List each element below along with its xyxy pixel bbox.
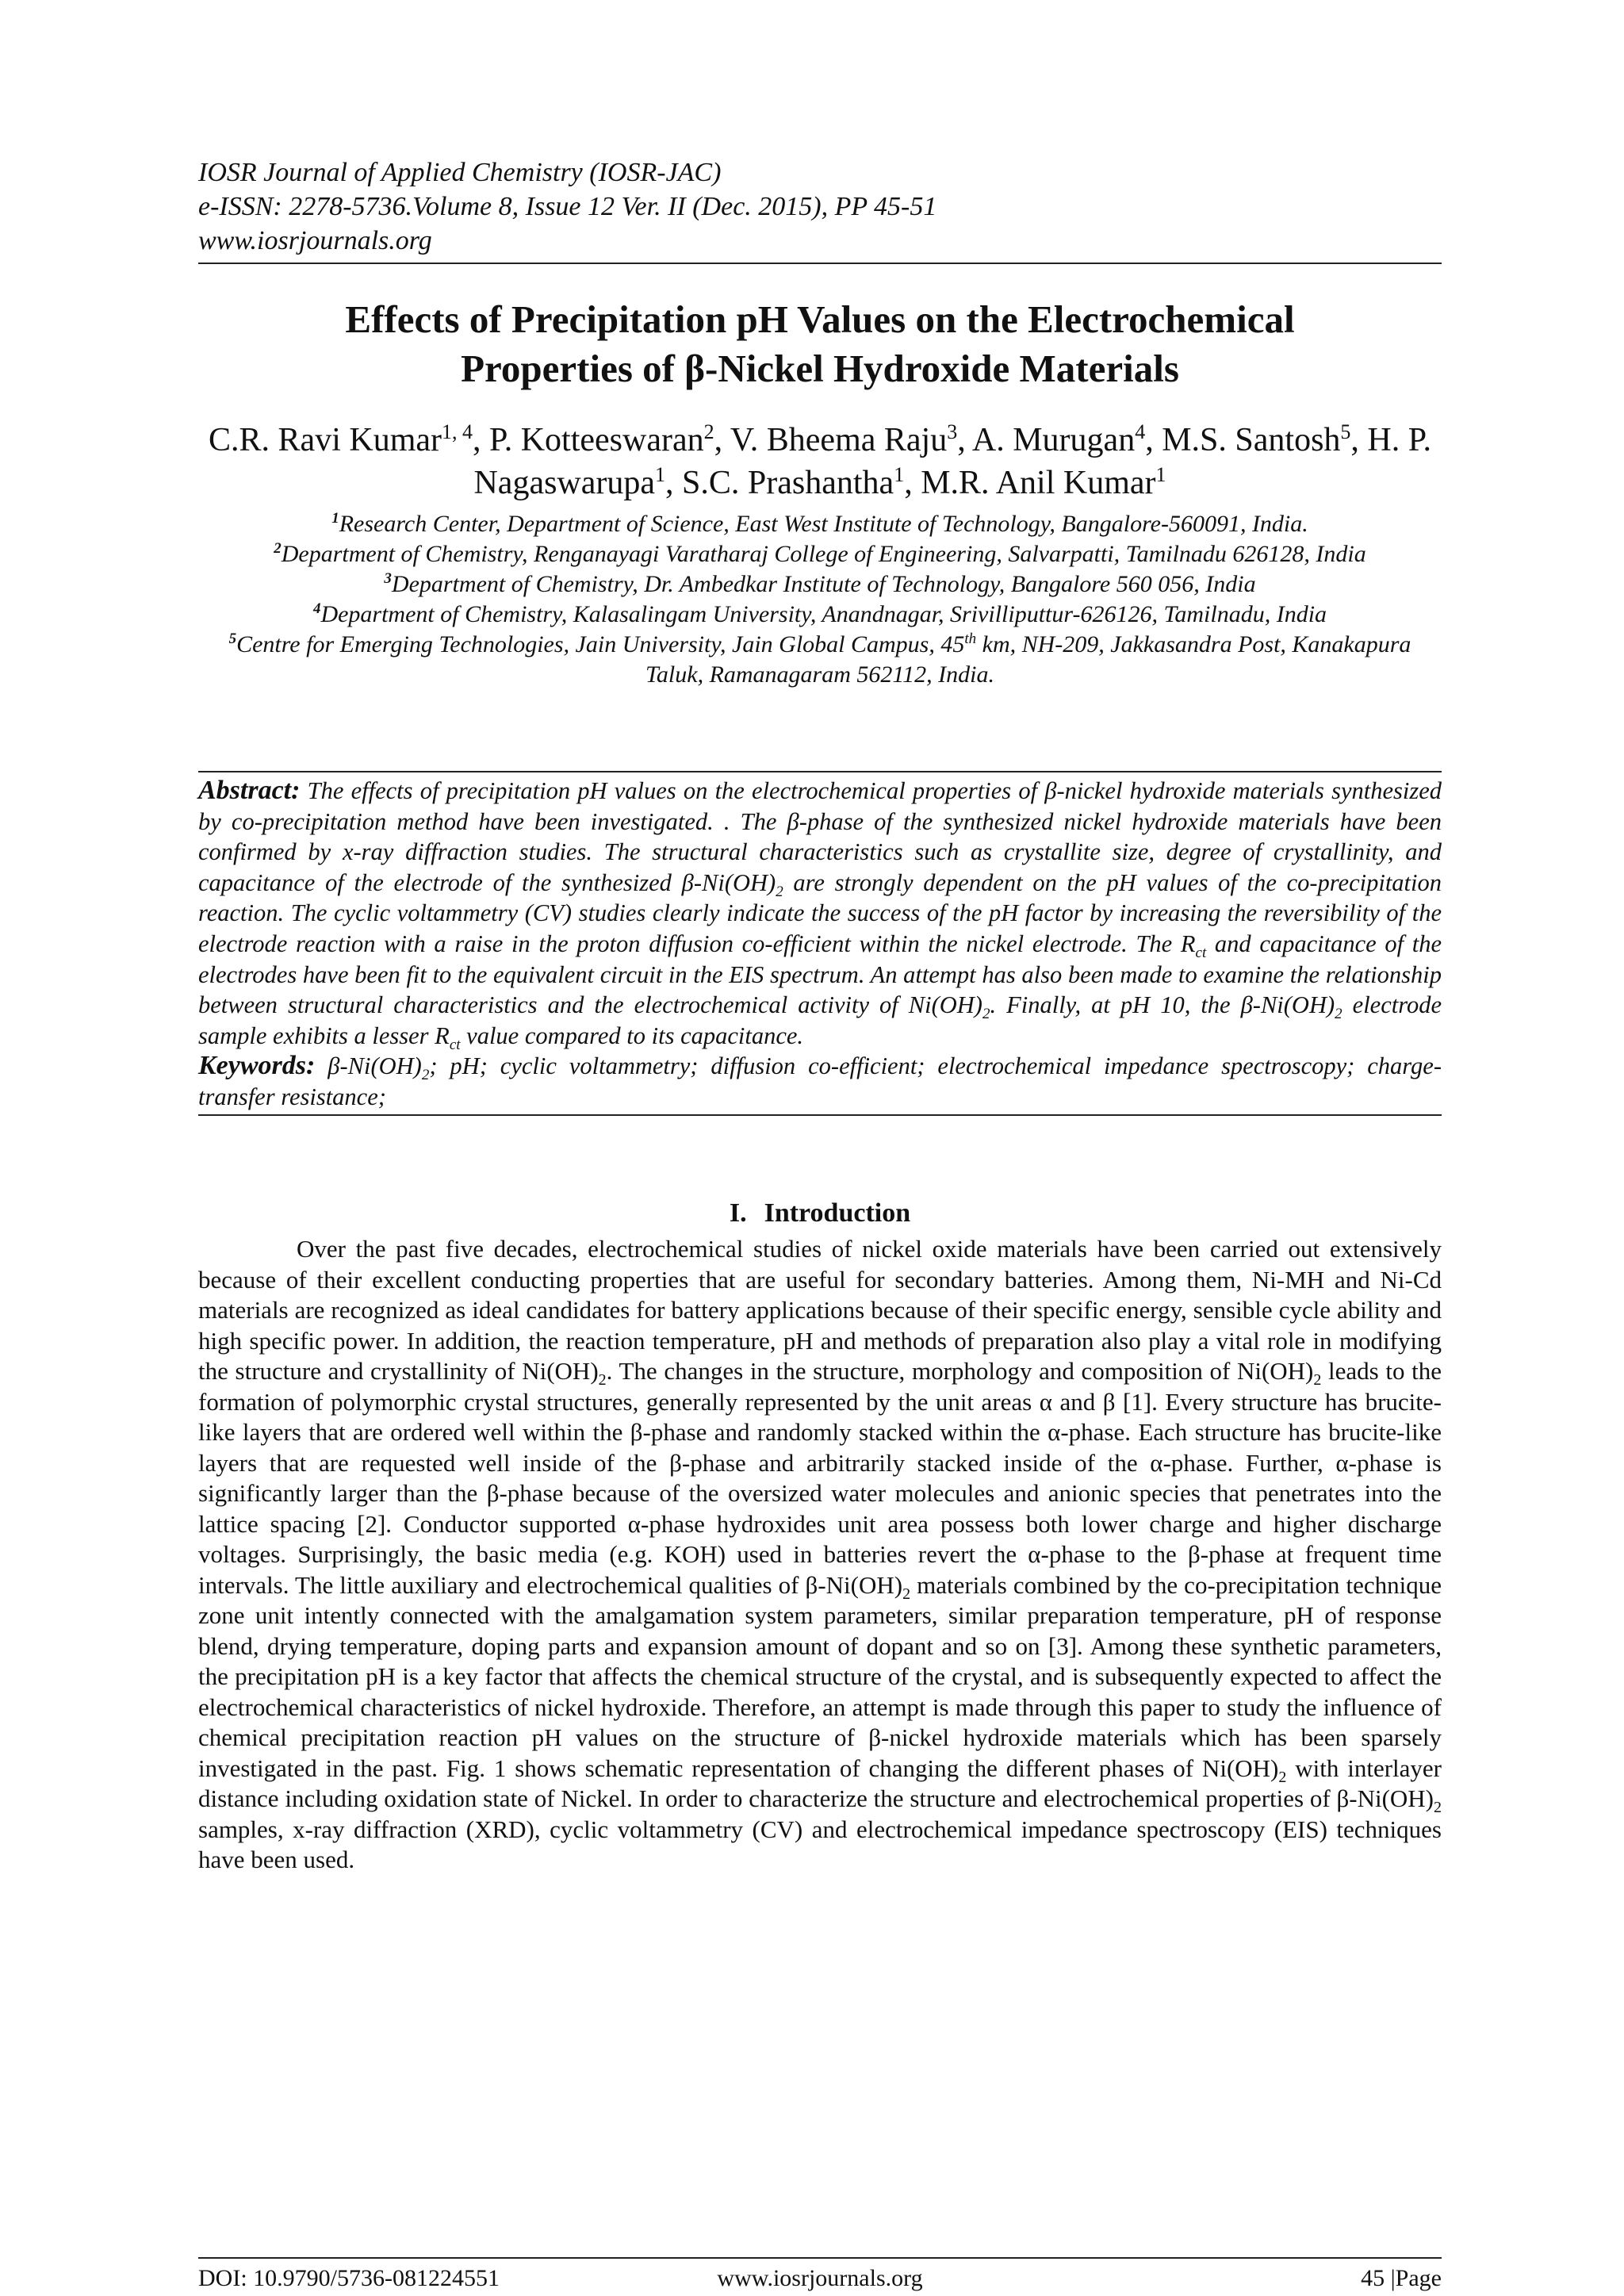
subscript: 2 bbox=[1313, 1371, 1322, 1389]
affiliation bbox=[198, 509, 1442, 539]
affiliation-number: 3 bbox=[384, 570, 392, 587]
keywords-text: β-Ni(OH) bbox=[315, 1052, 422, 1080]
author-affiliation-marker: 1 bbox=[894, 463, 905, 486]
affiliation bbox=[198, 569, 1442, 600]
keywords-paragraph bbox=[198, 1051, 1442, 1112]
journal-name: IOSR Journal of Applied Chemistry (IOSR-JAC) bbox=[198, 158, 722, 187]
affiliation-number: 5 bbox=[228, 631, 237, 647]
abstract-text: The effects of precipitation pH values on the electrochemical properties of β-nickel hydroxide materials synthesized by co-precipitation method have been investigated. . The β-phase of the synthesized nickel hydroxide materials have been confirmed by x-ray diffraction studies. The structural characteristics such as crystallite size, degree of crystallinity, and capacitance of the electrode of the synthesized β-Ni(OH) bbox=[198, 777, 1442, 896]
affiliation-text: Research Center, Department of Science, East West Institute of Technology, Bangalore-560091, India. bbox=[339, 511, 1308, 537]
body-text: . The changes in the structure, morphology and composition of Ni(OH) bbox=[606, 1357, 1314, 1385]
author-name: , A. Murugan bbox=[957, 422, 1136, 458]
affiliation-number: 2 bbox=[274, 540, 282, 557]
subscript: 2 bbox=[982, 1006, 990, 1023]
abstract-text: and capacitance of the electrodes have been fit to the equivalent circuit in the EIS spectrum. An attempt has also been made to examine the relationship between structural characteristics and the electrochemical activity of Ni(OH) bbox=[198, 930, 1442, 1019]
paper-title bbox=[198, 295, 1442, 393]
subscript: ct bbox=[1195, 945, 1207, 962]
page-footer bbox=[198, 2257, 1442, 2292]
subscript: 2 bbox=[902, 1585, 911, 1603]
author-name: , M.R. Anil Kumar bbox=[904, 465, 1156, 501]
subscript: 2 bbox=[598, 1371, 607, 1389]
abstract-text: . Finally, at pH 10, the β-Ni(OH) bbox=[990, 991, 1335, 1019]
affiliation-number: 1 bbox=[331, 510, 339, 527]
author-affiliation-marker: 5 bbox=[1340, 420, 1351, 443]
affiliation-text: Department of Chemistry, Kalasalingam University, Anandnagar, Srivilliputtur-626126, Tamilnadu, India bbox=[320, 601, 1327, 627]
affiliation bbox=[198, 539, 1442, 569]
subscript: 2 bbox=[1434, 1799, 1442, 1817]
section-title: Introduction bbox=[764, 1198, 911, 1228]
title-line-2: Properties of β-Nickel Hydroxide Materials bbox=[461, 347, 1179, 390]
ordinal-suffix: th bbox=[964, 631, 977, 647]
affiliation-list bbox=[198, 509, 1442, 690]
subscript: 2 bbox=[776, 883, 783, 900]
author-name: , P. Kotteeswaran bbox=[473, 422, 704, 458]
subscript: ct bbox=[449, 1036, 461, 1053]
affiliation-text: Department of Chemistry, Renganayagi Varatharaj College of Engineering, Salvarpatti, Tamilnadu 626128, India bbox=[281, 541, 1366, 567]
journal-header bbox=[198, 155, 1442, 264]
affiliation-number: 4 bbox=[312, 600, 321, 617]
body-text: Over the past five decades, electrochemical studies of nickel oxide materials have been carried out extensively because of their excellent conducting properties that are useful for secondary batteries. Among them, Ni-MH and Ni-Cd materials are recognized as ideal candidates for battery applications because of their specific energy, sensible cycle ability and high specific power. In addition, the reaction temperature, pH and methods of preparation also play a vital role in modifying the structure and crystallinity of Ni(OH) bbox=[198, 1235, 1442, 1385]
abstract-text: electrode sample exhibits a lesser R bbox=[198, 991, 1442, 1049]
subscript: 2 bbox=[1278, 1768, 1287, 1786]
abstract-paragraph bbox=[198, 776, 1442, 1051]
section-number: I. bbox=[729, 1198, 747, 1228]
body-text: leads to the formation of polymorphic crystal structures, generally represented by the unit areas α and β [1]. Every structure has brucite-like layers that are ordered well within the β-phase and randomly stacked within the α-phase. Each structure has brucite-like layers that are requested well inside of the β-phase and arbitrarily stacked inside of the α-phase. Further, α-phase is significantly larger than the β-phase because of the oversized water molecules and anionic species that penetrates into the lattice spacing [2]. Conductor supported α-phase hydroxides unit area possess both lower charge and higher discharge voltages. Surprisingly, the basic media (e.g. KOH) used in batteries revert the α-phase to the β-phase at frequent time intervals. The little auxiliary and electrochemical qualities of β-Ni(OH) bbox=[198, 1357, 1442, 1599]
author-affiliation-marker: 3 bbox=[947, 420, 958, 443]
author-affiliation-marker: 1 bbox=[1155, 463, 1166, 486]
body-text: with interlayer distance including oxidation state of Nickel. In order to characterize the structure and electrochemical properties of β-Ni(OH) bbox=[198, 1754, 1442, 1812]
author-affiliation-marker: 1 bbox=[655, 463, 666, 486]
page-number: 45 |Page bbox=[1361, 2265, 1442, 2291]
footer-website: www.iosrjournals.org bbox=[717, 2265, 923, 2291]
author-name: , S.C. Prashantha bbox=[665, 465, 894, 501]
abstract-label: Abstract: bbox=[198, 776, 301, 805]
author-affiliation-marker: 4 bbox=[1135, 420, 1146, 443]
body-paragraph bbox=[198, 1234, 1442, 1876]
abstract-text: value compared to its capacitance. bbox=[460, 1022, 804, 1049]
affiliation-text: Centre for Emerging Technologies, Jain University, Jain Global Campus, 45 bbox=[236, 631, 965, 657]
title-line-1: Effects of Precipitation pH Values on the Electrochemical bbox=[345, 297, 1295, 341]
author-affiliation-marker: 2 bbox=[703, 420, 714, 443]
keywords-text: ; pH; cyclic voltammetry; diffusion co-efficient; electrochemical impedance spectroscopy; charge-transfer resistance; bbox=[198, 1052, 1442, 1110]
author-name: , M.S. Santosh bbox=[1145, 422, 1341, 458]
keywords-label: Keywords: bbox=[198, 1051, 316, 1081]
abstract-text: are strongly dependent on the pH values of the co-precipitation reaction. The cyclic voltammetry (CV) studies clearly indicate the success of the pH factor by increasing the reversibility of the electrode reaction with a raise in the proton diffusion co-efficient within the nickel electrode. The R bbox=[198, 868, 1442, 957]
affiliation-text: Department of Chemistry, Dr. Ambedkar Institute of Technology, Bangalore 560 056, India bbox=[391, 571, 1256, 597]
subscript: 2 bbox=[1335, 1006, 1342, 1023]
author-name: , V. Bheema Raju bbox=[714, 422, 948, 458]
affiliation-text: km, NH-209, Jakkasandra Post, Kanakapura Taluk, Ramanagaram 562112, India. bbox=[645, 631, 1411, 688]
affiliation bbox=[198, 630, 1442, 690]
abstract-block bbox=[198, 771, 1442, 1116]
body-text: materials combined by the co-precipitation technique zone unit intently connected with the amalgamation system parameters, similar preparation temperature, pH of response blend, drying temperature, doping parts and expansion amount of dopant and so on [3]. Among these synthetic parameters, the precipitation pH is a key factor that affects the chemical structure of the crystal, and is subsequently expected to affect the electrochemical characteristics of nickel hydroxide. Therefore, an attempt is made through this paper to study the influence of chemical precipitation reaction pH values on the structure of β-nickel hydroxide materials which has been sparsely investigated in the past. Fig. 1 shows schematic representation of changing the different phases of Ni(OH) bbox=[198, 1570, 1442, 1782]
subscript: 2 bbox=[421, 1067, 430, 1084]
affiliation bbox=[198, 600, 1442, 630]
body-text: samples, x-ray diffraction (XRD), cyclic voltammetry (CV) and electrochemical impedance spectroscopy (EIS) techniques have been used. bbox=[198, 1815, 1442, 1873]
author-list bbox=[198, 419, 1442, 504]
author-name: , H. P. Nagaswarupa bbox=[473, 422, 1431, 501]
journal-issn: e-ISSN: 2278-5736.Volume 8, Issue 12 Ver. II (Dec. 2015), PP 45-51 bbox=[198, 192, 937, 221]
author-affiliation-marker: 1, 4 bbox=[442, 420, 473, 443]
author-name: C.R. Ravi Kumar bbox=[209, 422, 442, 458]
journal-website: www.iosrjournals.org bbox=[198, 226, 432, 255]
section-heading bbox=[198, 1198, 1442, 1229]
doi-text: DOI: 10.9790/5736-081224551 bbox=[198, 2265, 500, 2291]
